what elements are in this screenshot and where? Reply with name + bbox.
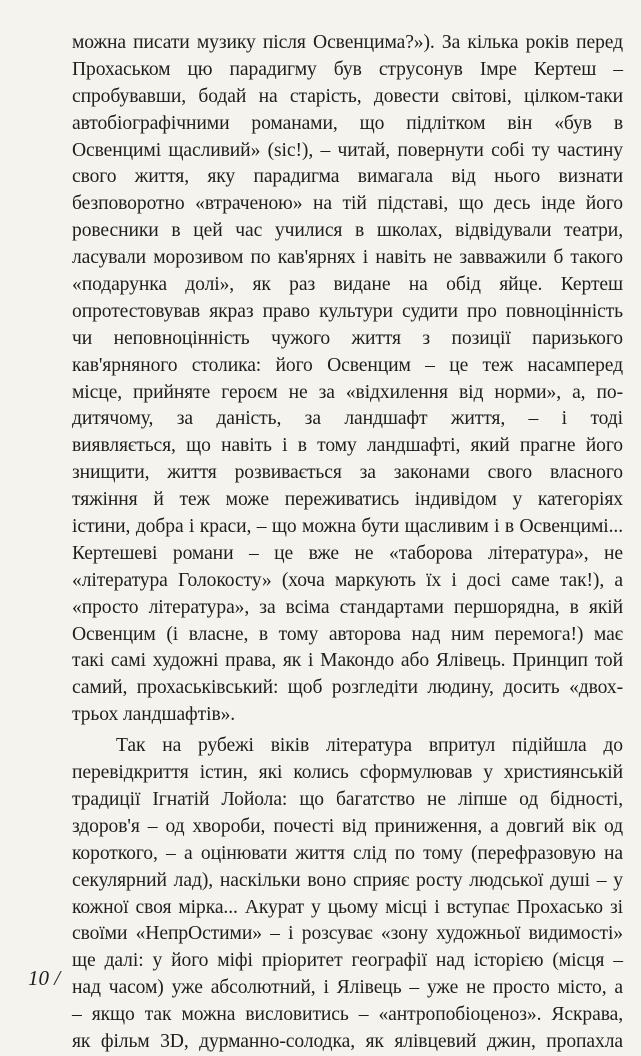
text-line: здоров'я – од хвороби, почесті від приниження, а довгий вік од [72,815,623,837]
text-line: перевідкриття істин, які колись сформулював у християнській [72,762,623,784]
page-number: 10 / [28,966,61,990]
text-line: «подарунка долі», як раз видане на обід яйце. Кертеш [72,274,623,296]
text-line: істини, добра і краси, – що можна бути щасливим і в Освенцимі... [72,516,623,538]
text-line: опротестовував якраз право культури судити про повноцінність [72,300,623,322]
text-line: «література Голокосту» (хоча маркують їх і досі саме так!), а [72,569,623,591]
text-line: місце, прийняте героєм не за «відхилення від норми», а, по- [72,381,623,403]
text-line: кав'ярняного столика: його Освенцим – це теж насамперед [72,354,623,376]
text-line: виявляється, що навіть і в тому ландшафті, який прагне його [72,435,623,457]
body-text [72,30,623,1056]
text-line: над часом) уже абсолютний, і Ялівець – уже не просто місто, а [72,977,623,999]
text-line: ще далі: у його міфі пріоритет географії над історією (місця – [72,950,623,972]
text-line: кожної своя мірка... Акурат у цьому місці і вступає Прохасько зі [72,896,623,918]
text-line: Кертешеві романи – це вже не «таборова література», не [72,542,623,564]
text-line: спробувавши, бодай на старість, довести світові, цілком-таки [72,85,623,107]
text-line: ровесники в цей час училися в школах, відвідували театри, [72,220,623,242]
text-line: автобіографічними романами, що підлітком він «був в [72,112,623,134]
text-line: такі самі художні права, як і Макондо або Ялівець. Принцип той [72,650,623,672]
text-line: тяжіння й теж може переживатись індивідом у категоріях [72,489,623,511]
text-line: безповоротно «втраченою» на тій підставі, що десь інде його [72,193,623,215]
text-line: традиції Ігнатій Лойола: що багатство не ліпше од бідності, [72,788,623,810]
text-line: чи неповноцінність чужого життя з позиції паризького [72,327,623,349]
text-line: ласували морозивом по кав'ярнях і навіть не завважили б такого [72,247,623,269]
text-line: Освенцимі щасливий» (sic!), – читай, повернути собі ту частину [72,139,623,161]
text-line: своїми «НепрОстими» – і розсуває «зону художньої видимості» [72,923,623,945]
text-line: – якщо так можна висловитись – «антропобіоценоз». Яскрава, [72,1004,623,1026]
text-line: знищити, життя розвивається за законами свого власного [72,462,623,484]
text-line: як фільм 3D, дурманно-солодка, як ялівцевий джин, пропахла [72,1030,623,1052]
text-line: свого життя, яку парадигма вимагала від нього визнати [72,166,623,188]
text-line: Прохаськом цю парадигму був струсонув Імре Кертеш – [72,58,623,80]
text-line: короткого, – а оцінювати життя слід по тому (перефразовую на [72,842,623,864]
text-line: Освенцим (і власне, в тому авторова над ним перемога!) має [72,623,623,645]
text-line: секулярний лад), наскільки воно сприяє росту людської душі – у [72,869,623,891]
text-line: «просто література», за всіма стандартами першорядна, в якій [72,596,623,618]
paragraph-start-line: Так на рубежі віків література впритул підійшла до [116,735,623,757]
text-line: трьох ландшафтів». [72,704,236,726]
text-line: самий, прохаськівський: щоб розгледіти людину, досить «двох- [72,677,623,699]
text-line: дитячому, за даність, за ландшафт життя, – і тоді [72,408,623,430]
text-line: можна писати музику після Освенцима?»). За кілька років перед [72,32,623,53]
